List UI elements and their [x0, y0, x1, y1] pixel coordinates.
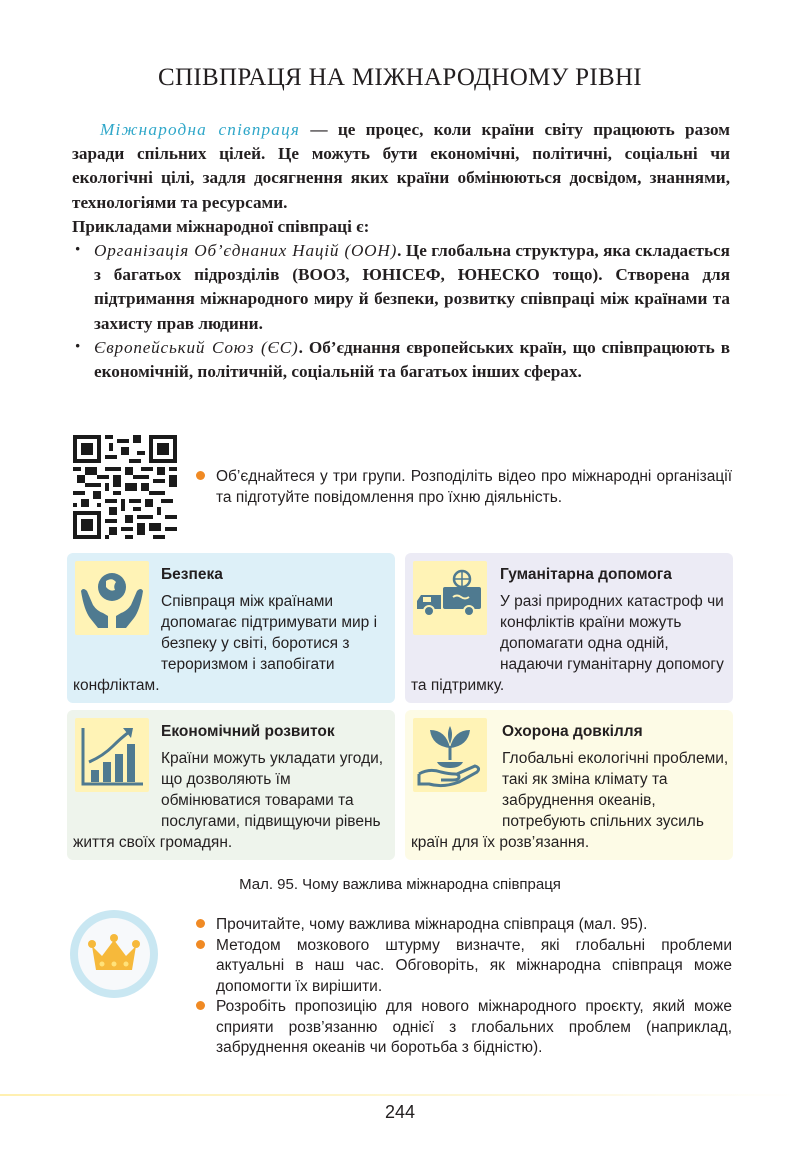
icon-spacer	[73, 748, 161, 820]
card-title: Охорона довкілля	[502, 723, 643, 740]
card-title: Безпека	[161, 566, 223, 583]
bullet-dot	[196, 940, 205, 949]
qr-code-icon[interactable]	[73, 435, 177, 539]
task-text: Прочитайте, чому важлива міжнародна співпраця (мал. 95).	[216, 916, 648, 933]
card-humanitarian-aid	[405, 553, 733, 703]
card-body: Глобальні екологічні проблеми, такі як зміна клімату та забруднення океанів, потребують спільних зусиль країн для їх розв’язання.	[411, 750, 729, 851]
example-item-un	[72, 239, 730, 336]
footer-divider	[0, 1094, 800, 1096]
card-text	[411, 748, 729, 853]
qr-task-text: Об’єднайтеся у три групи. Розподіліть відео про міжнародні організації та підготуйте повідомлення про їхню діяльність.	[216, 468, 732, 506]
card-body: Країни можуть укладати угоди, що дозволяють їм обмінюватися товарами та послугами, підвищуючи рівень життя своїх громадян.	[73, 750, 384, 851]
icon-spacer	[411, 748, 502, 820]
bullet-dot	[196, 471, 205, 480]
tasks-list	[196, 915, 732, 1059]
term-highlight: Міжнародна співпраця	[100, 120, 301, 139]
page-number: 244	[384, 1102, 416, 1122]
crown-icon	[78, 918, 150, 990]
icon-spacer	[73, 591, 161, 663]
badge-inner	[78, 918, 150, 990]
bullet-dot	[196, 1001, 205, 1010]
card-title: Економічний розвиток	[161, 723, 335, 740]
qr-task	[196, 467, 732, 508]
definition-text: — це процес, коли країни світу працюють разом заради спільних цілей. Це можуть бути економічні, політичні, соціальні чи екологічні цілі, задля досягнення яких країни обмінюються досвідом, знаннями, технологіями та ресурсами.	[72, 120, 730, 212]
task-text: Розробіть пропозицію для нового міжнародного проєкту, який може сприяти розв’язанню однієї з глобальних проблем (наприклад, забруднення океанів чи боротьба з бідністю).	[216, 998, 732, 1056]
figure-caption: Мал. 95. Чому важлива міжнародна співпраця	[239, 876, 561, 893]
task-item	[196, 997, 732, 1059]
card-body: У разі природних катастроф чи конфліктів країни можуть допомагати одна одній, надаючи гуманітарну допомогу та підтримку.	[411, 593, 724, 694]
crown-badge-icon	[70, 910, 158, 998]
task-item	[196, 915, 732, 936]
definition-paragraph	[72, 118, 730, 215]
card-environment	[405, 710, 733, 860]
card-text	[411, 591, 729, 696]
card-text	[73, 591, 391, 696]
page-title: СПІВПРАЦЯ НА МІЖНАРОДНОМУ РІВНІ	[158, 64, 642, 91]
task-item	[196, 936, 732, 998]
card-title: Гуманітарна допомога	[500, 566, 672, 583]
icon-spacer	[411, 591, 500, 663]
card-text	[73, 748, 391, 853]
card-body: Співпраця між країнами допомагає підтримувати мир і безпеку у світі, боротися з тероризмом і запобігати конфліктам.	[73, 593, 378, 694]
bullet-dot	[196, 919, 205, 928]
examples-list	[72, 239, 730, 384]
example-name: Європейський Союз (ЄС)	[94, 337, 299, 357]
example-item-eu	[72, 336, 730, 384]
task-text: Методом мозкового штурму визначте, які глобальні проблеми актуальні в наш час. Обговоріть, як міжнародна співпраця може допомогти їх вирішити.	[216, 936, 732, 995]
examples-lead: Прикладами міжнародної співпраці є:	[72, 216, 370, 236]
intro-section	[72, 118, 730, 384]
example-name: Організація Об’єднаних Націй (ООН)	[94, 241, 398, 261]
example-text: . Об’єднання європейських країн, що співпрацюють в економічній, політичній, соціальній та багатьох інших сферах.	[94, 337, 730, 382]
card-economic-development	[67, 710, 395, 860]
card-security	[67, 553, 395, 703]
example-text: . Це глобальна структура, яка складається з багатьох підрозділів (ВООЗ, ЮНІСЕФ, ЮНЕСКО тощо). Створена для підтримання міжнародного миру й безпеки, розвитку співпраці між країнами та захисту прав людини.	[94, 241, 730, 333]
